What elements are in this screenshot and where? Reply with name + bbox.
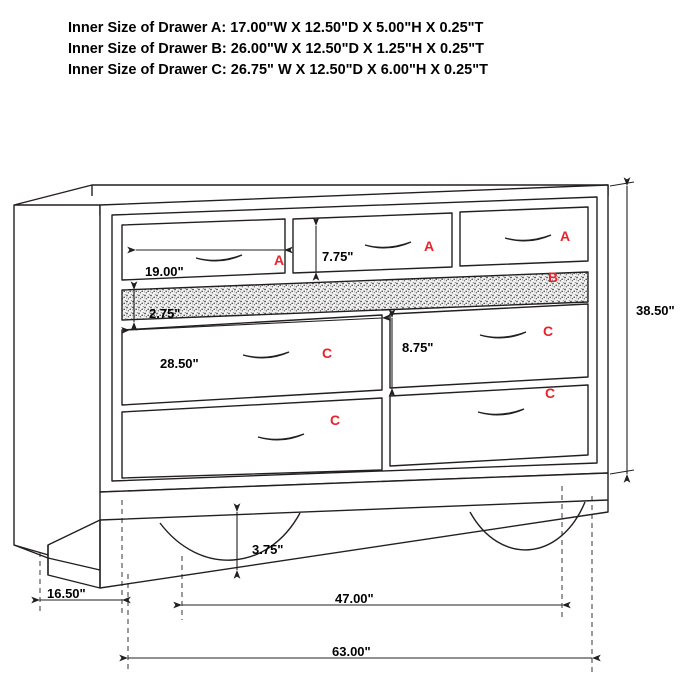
tag-c-center-upper: C [322, 345, 333, 361]
dim-overall-height: 38.50" [636, 303, 675, 318]
dresser-body [14, 185, 608, 588]
tag-c-center-lower: C [330, 412, 341, 428]
spec-line-drawer-c: Inner Size of Drawer C: 26.75" W X 12.50"D X 6.00"H X 0.25"T [68, 62, 488, 78]
dim-depth: 16.50" [47, 586, 86, 601]
tag-c-right-lower: C [545, 385, 556, 401]
tag-a-right: A [560, 228, 571, 244]
tag-a-center: A [424, 238, 435, 254]
spec-line-drawer-b: Inner Size of Drawer B: 26.00"W X 12.50"D X 1.25"H X 0.25"T [68, 41, 484, 57]
dim-overall-width: 63.00" [332, 644, 371, 659]
tag-c-right-upper: C [543, 323, 554, 339]
dim-drawer-c-width: 28.50" [160, 356, 199, 371]
dim-drawer-b-height: 2.75" [149, 306, 181, 321]
dim-inner-width: 47.00" [335, 591, 374, 606]
dim-drawer-c-height: 8.75" [402, 340, 434, 355]
tag-b-right: B [548, 269, 559, 285]
dim-drawer-a-height: 7.75" [322, 249, 354, 264]
tag-a-left: A [274, 252, 285, 268]
dim-drawer-a-width: 19.00" [145, 264, 184, 279]
dim-base-clearance: 3.75" [252, 542, 284, 557]
spec-line-drawer-a: Inner Size of Drawer A: 17.00"W X 12.50"D X 5.00"H X 0.25"T [68, 20, 484, 36]
